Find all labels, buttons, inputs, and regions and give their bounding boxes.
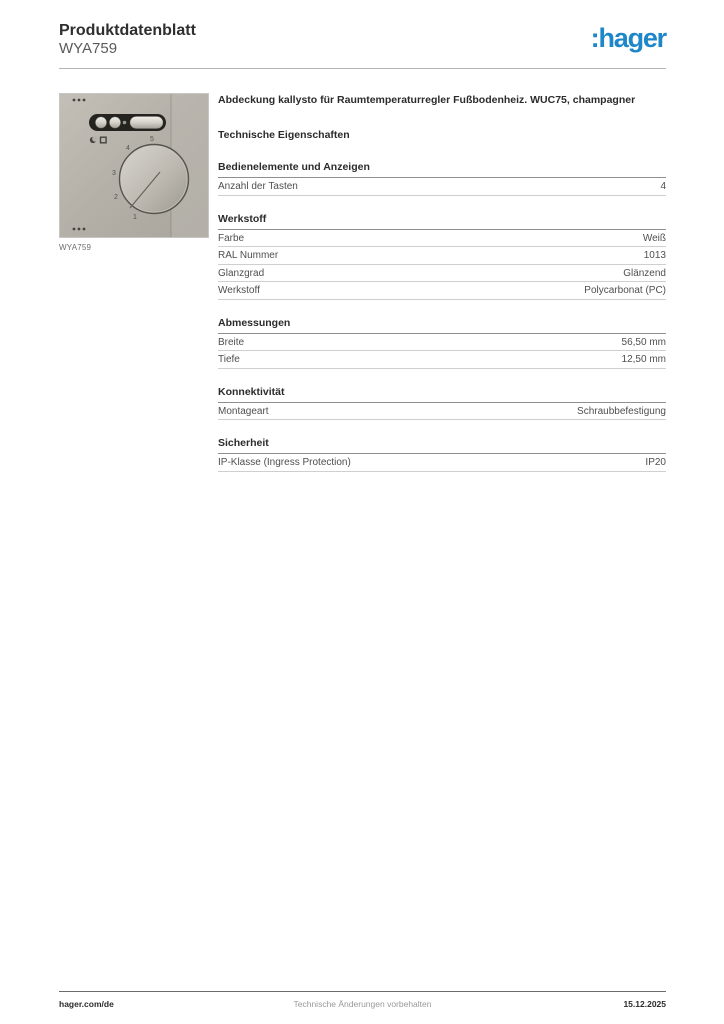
spec-sections	[218, 161, 666, 472]
product-image-column	[59, 93, 209, 489]
round-button	[95, 117, 106, 128]
round-button	[109, 117, 120, 128]
page-title: Produktdatenblatt	[59, 22, 196, 39]
spec-row	[218, 247, 666, 265]
footer-row	[59, 999, 666, 1010]
footer-date: 15.12.2025	[623, 999, 666, 1009]
spec-value: Glänzend	[623, 267, 666, 279]
thermostat-cover-illustration	[60, 94, 208, 237]
product-image-caption: WYA759	[59, 243, 92, 252]
spec-row	[218, 265, 666, 283]
spec-label: Anzahl der Tasten	[218, 181, 298, 192]
footer-website: hager.com/de	[59, 999, 114, 1009]
spec-section	[218, 386, 666, 421]
spec-section	[218, 437, 666, 472]
spec-row	[218, 403, 666, 421]
spec-section	[218, 317, 666, 369]
dial-number: 3	[112, 170, 116, 177]
spec-section-heading: Sicherheit	[218, 437, 666, 454]
spec-label: Tiefe	[218, 354, 240, 365]
hager-logo: :hager	[590, 23, 666, 53]
spec-label: IP-Klasse (Ingress Protection)	[218, 457, 351, 468]
spec-row	[218, 178, 666, 196]
spec-section-heading: Konnektivität	[218, 386, 666, 403]
spec-value: Polycarbonat (PC)	[584, 285, 666, 296]
footer-divider	[59, 991, 666, 992]
main-area	[59, 93, 666, 489]
rocker-button	[130, 117, 163, 129]
spec-value: 4	[660, 181, 666, 192]
spec-label: RAL Nummer	[218, 250, 279, 261]
spec-label: Breite	[218, 336, 245, 348]
spec-row	[218, 351, 666, 369]
spec-section-heading: Werkstoff	[218, 213, 666, 230]
specs-column	[218, 93, 666, 489]
spec-value: IP20	[645, 457, 666, 468]
spec-value: 56,50 mm	[621, 336, 666, 348]
spec-section-heading: Abmessungen	[218, 317, 666, 334]
spec-label: Farbe	[218, 232, 245, 244]
tech-properties-title: Technische Eigenschaften	[218, 129, 350, 141]
product-image	[59, 93, 209, 238]
page-header	[59, 21, 666, 58]
header-divider	[59, 68, 666, 69]
spec-label: Glanzgrad	[218, 267, 265, 279]
title-block	[59, 21, 196, 58]
spec-section	[218, 213, 666, 300]
dial-number: 5	[150, 136, 154, 143]
dial-number: 2	[114, 194, 118, 201]
spec-value: 1013	[643, 250, 666, 261]
spec-row	[218, 282, 666, 300]
spec-section-heading: Bedienelemente und Anzeigen	[218, 161, 666, 178]
product-code: WYA759	[59, 40, 118, 57]
spec-label: Werkstoff	[218, 285, 260, 296]
spec-row	[218, 230, 666, 248]
button-slot	[89, 114, 166, 131]
spec-value: Schraubbefestigung	[577, 405, 666, 417]
dial-number: 1	[133, 214, 137, 221]
spec-label: Montageart	[218, 405, 269, 417]
product-description: Abdeckung kallysto für Raumtemperaturregler Fußbodenheiz. WUC75, champagner	[218, 94, 636, 106]
spec-row	[218, 334, 666, 352]
spec-value: 12,50 mm	[621, 354, 666, 365]
spec-row	[218, 454, 666, 472]
vent-dots-top	[73, 99, 86, 102]
page-footer	[59, 991, 666, 1010]
indicator-dot	[123, 121, 127, 125]
rotary-dial	[120, 145, 189, 214]
footer-disclaimer: Technische Änderungen vorbehalten	[293, 999, 432, 1009]
spec-section	[218, 161, 666, 196]
dial-number: 4	[126, 145, 130, 152]
vent-dots-bottom	[73, 228, 86, 231]
spec-value: Weiß	[642, 232, 666, 244]
